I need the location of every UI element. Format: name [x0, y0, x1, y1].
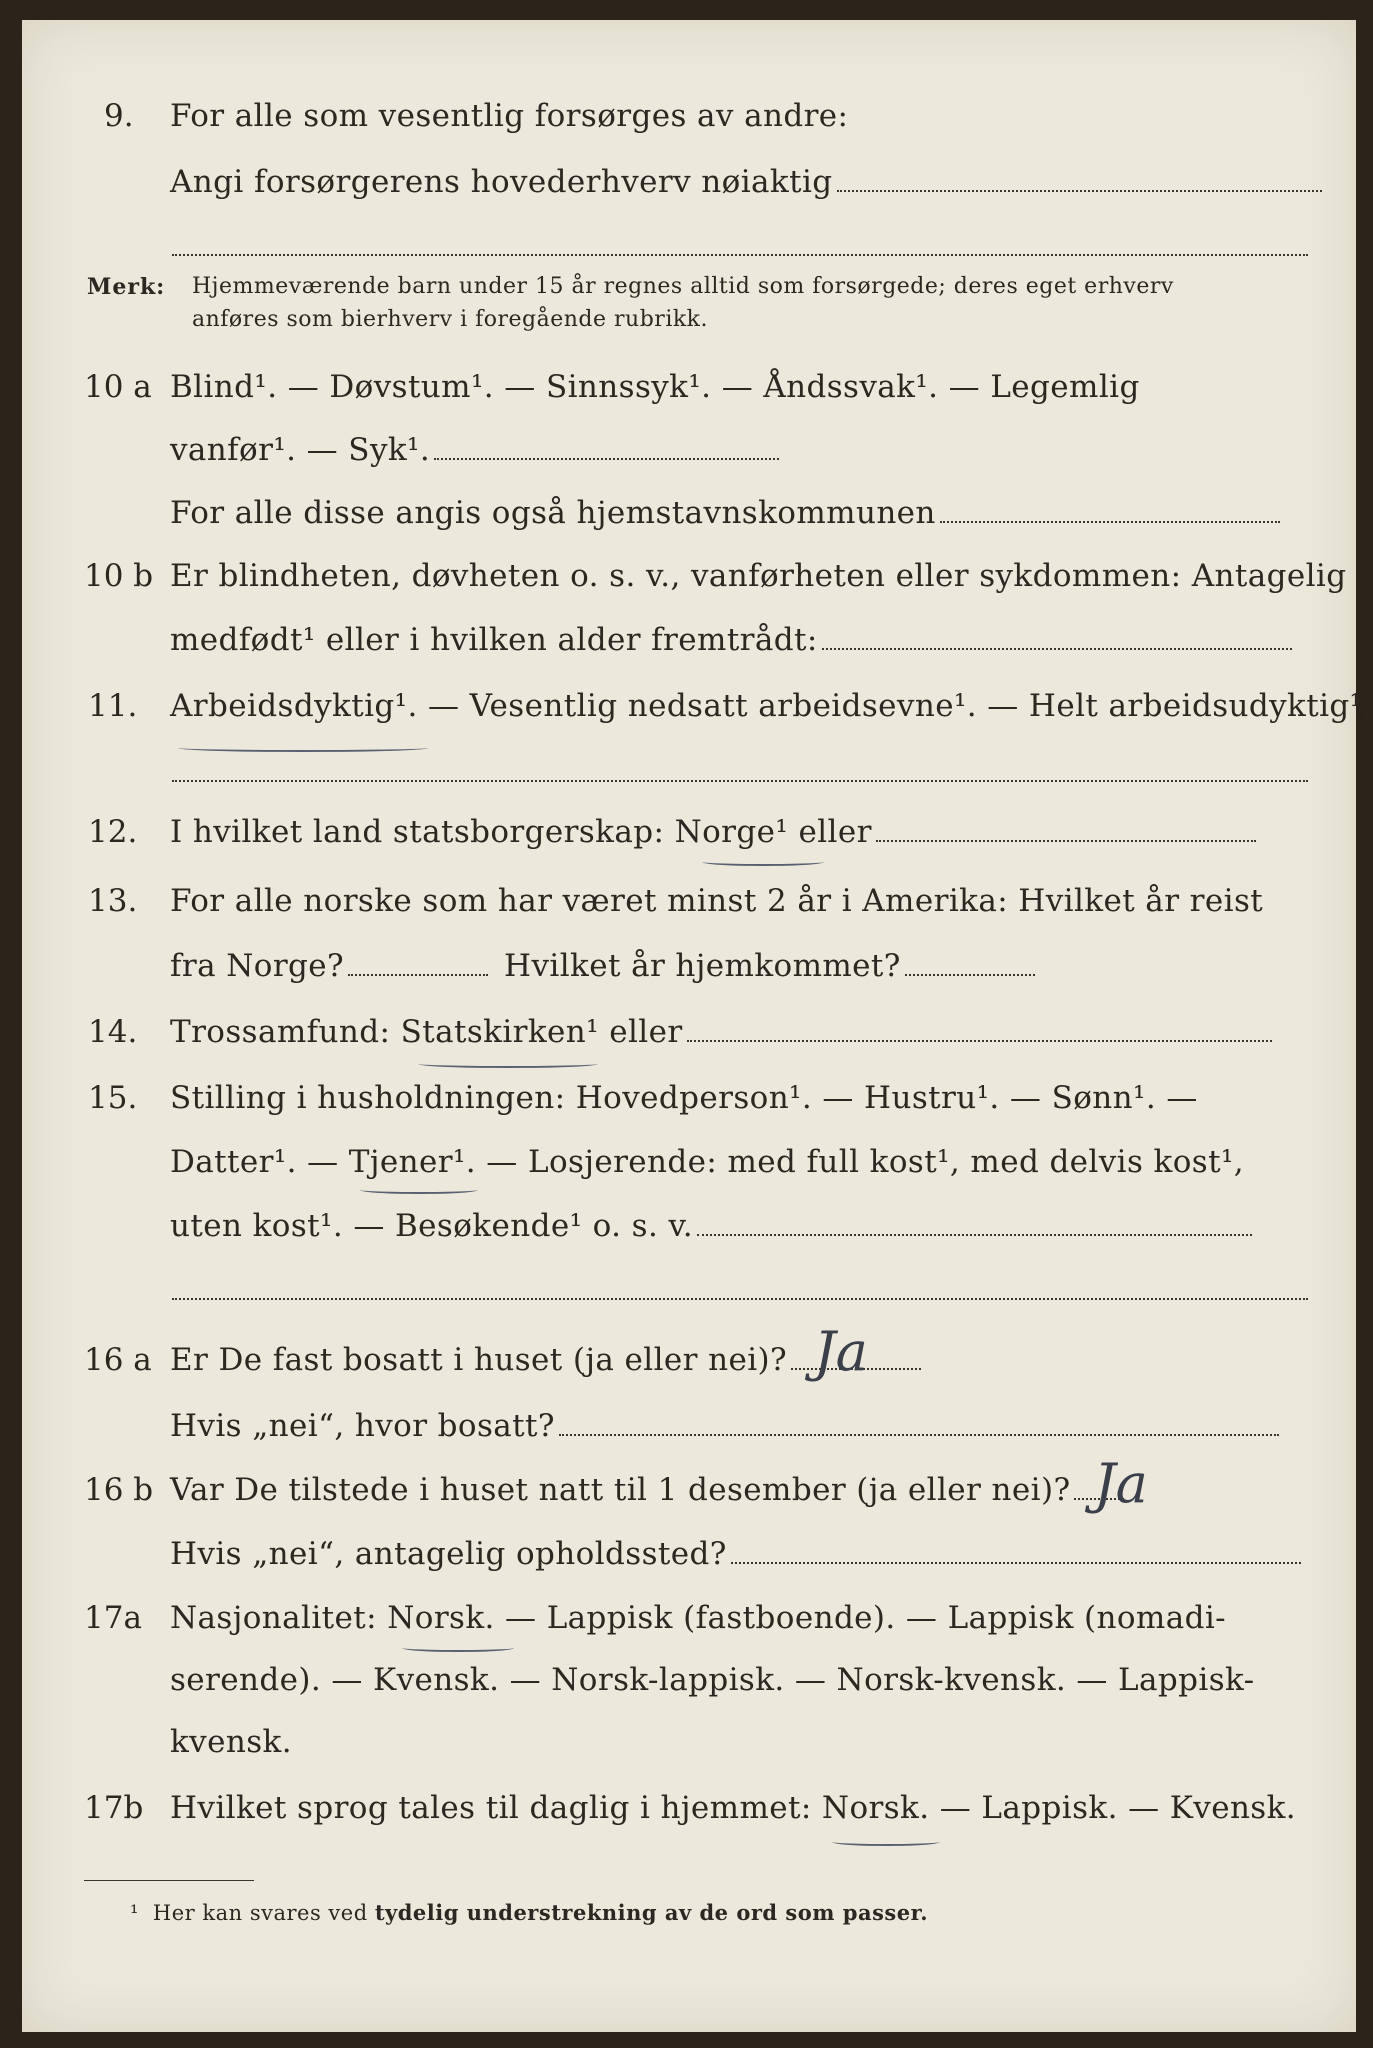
q16a-line2: Hvis „nei“, hvor bosatt?	[170, 1406, 1279, 1446]
underline-norsk-sprog	[832, 1838, 940, 1846]
q11-line1: Arbeidsdyktig¹. — Vesentlig nedsatt arbeidsevne¹. — Helt arbeidsudyktig¹.	[170, 688, 1373, 724]
underline-arbeidsdyktig	[178, 744, 428, 752]
q17a-number: 17a	[84, 1600, 142, 1636]
q16a-line1: Er De fast bosatt i huset (ja eller nei)?	[170, 1340, 921, 1380]
q11-answer-line[interactable]	[172, 780, 1308, 782]
q17a-line1: Nasjonalitet: Norsk. — Lappisk (fastboende). — Lappisk (nomadi-	[170, 1600, 1227, 1636]
q12-line1: I hvilket land statsborgerskap: Norge¹ eller	[170, 812, 1256, 852]
q15-number: 15.	[88, 1080, 138, 1116]
merk-line1: Hjemmeværende barn under 15 år regnes alltid som forsørgede; deres eget erhverv	[192, 274, 1174, 299]
q17a-line2: serende). — Kvensk. — Norsk-lappisk. — Norsk-kvensk. — Lappisk-	[170, 1662, 1255, 1698]
q12-number: 12.	[88, 814, 138, 850]
q10a-line2: vanfør¹. — Syk¹.	[170, 430, 779, 470]
underline-norge	[702, 858, 824, 866]
q9-line2: Angi forsørgerens hovederhverv nøiaktig	[170, 162, 1322, 202]
q15-line2: Datter¹. — Tjener¹. — Losjerende: med full kost¹, med delvis kost¹,	[170, 1144, 1245, 1180]
q16b-number: 16 b	[84, 1472, 154, 1508]
q17b-number: 17b	[84, 1790, 144, 1826]
q11-number: 11.	[88, 688, 138, 724]
q16b-handwritten-answer: Ja	[1094, 1452, 1148, 1515]
q9-line1: For alle som vesentlig forsørges av andre:	[170, 98, 849, 134]
q13-line2: fra Norge? Hvilket år hjemkommet?	[170, 946, 1035, 986]
footnote: ¹ Her kan svares ved tydelig understrekning av de ord som passer.	[130, 1900, 929, 1925]
q10b-line2: medfødt¹ eller i hvilken alder fremtrådt:	[170, 620, 1292, 660]
q16a-number: 16 a	[84, 1342, 152, 1378]
q15-line3: uten kost¹. — Besøkende¹ o. s. v.	[170, 1206, 1252, 1246]
merk-label: Merk:	[87, 274, 166, 300]
q17b-line1: Hvilket sprog tales til daglig i hjemmet: Norsk. — Lappisk. — Kvensk.	[170, 1790, 1297, 1826]
q15-answer-line[interactable]	[172, 1298, 1308, 1300]
q14-number: 14.	[88, 1014, 138, 1050]
q10a-line3: For alle disse angis også hjemstavnskommunen	[170, 493, 1280, 533]
q10a-number: 10 a	[84, 369, 152, 405]
q9-answer-line[interactable]	[172, 254, 1308, 256]
q14-line1: Trossamfund: Statskirken¹ eller	[170, 1012, 1272, 1052]
underline-tjener	[360, 1186, 478, 1194]
footnote-rule	[84, 1880, 254, 1881]
q10a-line1: Blind¹. — Døvstum¹. — Sinnssyk¹. — Åndssvak¹. — Legemlig	[170, 369, 1140, 405]
q13-number: 13.	[88, 883, 138, 919]
q17a-line3: kvensk.	[170, 1724, 292, 1760]
underline-norsk-nasjonalitet	[402, 1644, 514, 1652]
q16b-line1: Var De tilstede i huset natt til 1 desember (ja eller nei)?	[170, 1470, 1124, 1510]
underline-statskirken	[418, 1060, 598, 1068]
q10b-line1: Er blindheten, døvheten o. s. v., vanførheten eller sykdommen: Antagelig	[170, 558, 1347, 594]
q15-line1: Stilling i husholdningen: Hovedperson¹. — Hustru¹. — Sønn¹. —	[170, 1080, 1198, 1116]
census-form-page	[22, 20, 1373, 2032]
q10b-number: 10 b	[84, 558, 154, 594]
q16b-line2: Hvis „nei“, antagelig opholdssted?	[170, 1534, 1301, 1574]
q13-line1: For alle norske som har været minst 2 år i Amerika: Hvilket år reist	[170, 883, 1264, 919]
q9-number: 9.	[104, 98, 134, 134]
q16a-handwritten-answer: Ja	[814, 1320, 868, 1383]
merk-line2: anføres som bierhverv i foregående rubrikk.	[192, 307, 709, 332]
